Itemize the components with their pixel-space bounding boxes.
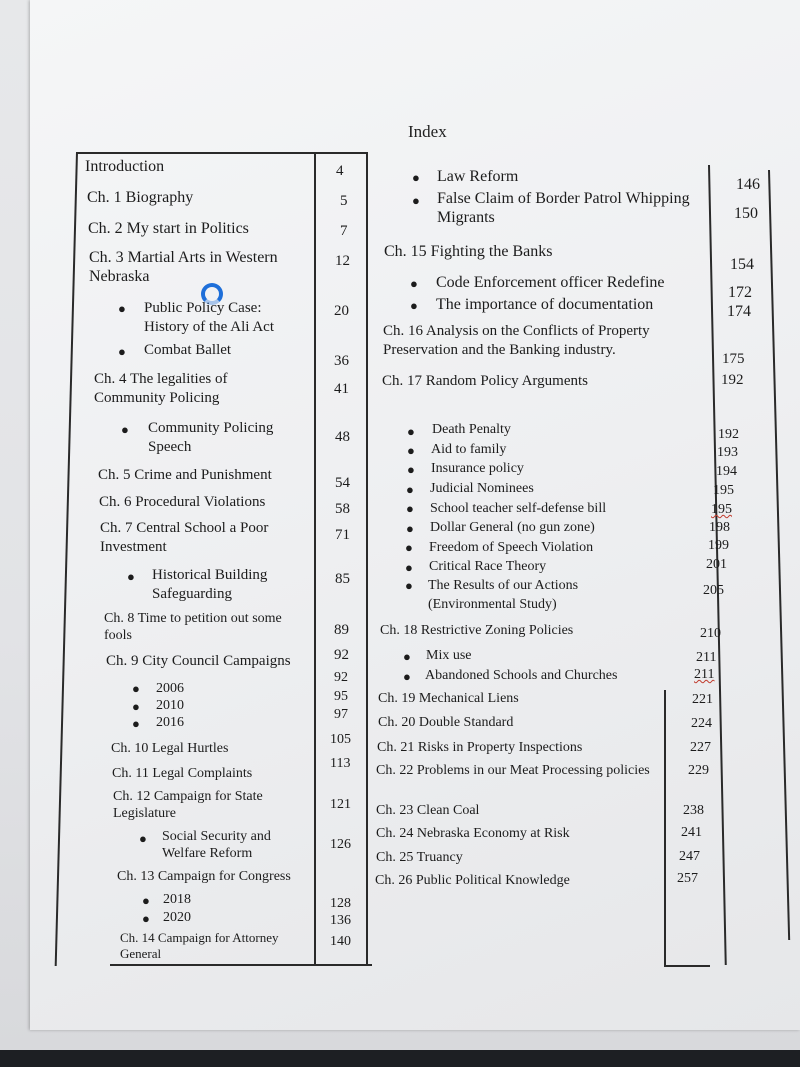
index-entry: Ch. 6 Procedural Violations: [99, 494, 266, 510]
page-number: 95: [334, 689, 348, 704]
index-entry: The Results of our Actions (Environmental Study): [428, 578, 579, 612]
bullet: ●: [405, 578, 413, 593]
index-entry: Ch. 16 Analysis on the Conflicts of Property Preservation and the Banking industry.: [383, 323, 650, 358]
bullet: ●: [118, 344, 126, 359]
page-number: 121: [330, 797, 351, 812]
bullet: ●: [142, 893, 150, 908]
page-number: 211: [694, 667, 715, 682]
bullet: ●: [142, 911, 150, 926]
bullet: ●: [406, 521, 414, 536]
bullet: ●: [127, 569, 135, 584]
index-entry: Ch. 13 Campaign for Congress: [117, 869, 291, 884]
page-number: 175: [722, 351, 745, 367]
page-number: 97: [334, 707, 348, 722]
bullet: ●: [407, 462, 415, 477]
index-entry: Judicial Nominees: [430, 481, 534, 496]
index-entry: Ch. 18 Restrictive Zoning Policies: [380, 623, 574, 638]
page-number: 247: [679, 849, 700, 864]
page-number: 105: [330, 732, 351, 747]
index-entry: Abandoned Schools and Churches: [425, 668, 618, 683]
table-divider-inner: [664, 690, 666, 965]
index-entry: The importance of documentation: [436, 296, 654, 313]
index-entry: 2006: [156, 681, 184, 696]
bullet: ●: [410, 298, 418, 313]
index-entry: Ch. 20 Double Standard: [378, 715, 514, 730]
index-entry: Mix use: [426, 648, 472, 663]
index-entry: Ch. 8 Time to petition out some fools: [104, 611, 282, 643]
page-number: 238: [683, 803, 704, 818]
index-entry: Ch. 25 Truancy: [376, 850, 463, 865]
index-entry: Ch. 11 Legal Complaints: [112, 766, 253, 781]
index-entry: Ch. 14 Campaign for Attorney General: [120, 930, 279, 961]
index-entry: 2016: [156, 715, 184, 730]
table-border-bottom: [110, 964, 372, 966]
page-number: 154: [730, 256, 754, 273]
page-number: 136: [330, 913, 351, 928]
bullet: ●: [132, 716, 140, 731]
index-entry: Ch. 3 Martial Arts in Western Nebraska: [89, 249, 278, 285]
page-number: 92: [334, 647, 349, 663]
table-border-bottom-right: [664, 965, 710, 967]
page-number: 146: [736, 176, 760, 193]
page-number: 54: [335, 475, 350, 491]
bullet: ●: [412, 170, 420, 185]
index-entry: Critical Race Theory: [429, 559, 547, 574]
index-entry: Historical Building Safeguarding: [152, 567, 268, 602]
index-entry: School teacher self-defense bill: [430, 501, 607, 516]
bullet: ●: [407, 424, 415, 439]
page-number: 193: [717, 445, 738, 460]
page-number: 198: [709, 520, 730, 535]
page-number: 192: [718, 427, 739, 442]
index-entry: Law Reform: [437, 168, 519, 185]
index-entry: Ch. 4 The legalities of Community Policing: [94, 371, 228, 406]
table-divider-middle: [366, 153, 368, 966]
page-number: 241: [681, 825, 702, 840]
index-entry: 2020: [163, 910, 191, 925]
page-number: 36: [334, 353, 349, 369]
bullet: ●: [139, 831, 147, 846]
page-number: 172: [728, 284, 752, 301]
page-number: 210: [700, 626, 721, 641]
page-number: 92: [334, 670, 348, 685]
page-number: 227: [690, 740, 711, 755]
loading-cursor-icon: [201, 283, 223, 305]
page-number: 5: [340, 193, 348, 209]
table-divider-left: [314, 153, 316, 966]
page-number: 150: [734, 205, 758, 222]
index-entry: Ch. 21 Risks in Property Inspections: [377, 740, 583, 755]
page-number: 113: [330, 756, 351, 771]
bullet: ●: [410, 276, 418, 291]
page-number: 199: [708, 538, 729, 553]
page-number: 195: [713, 483, 734, 498]
index-entry: Ch. 7 Central School a Poor Investment: [100, 520, 269, 555]
monitor-bezel: [0, 1050, 800, 1067]
page-number: 195: [711, 502, 732, 517]
index-entry: Code Enforcement officer Redefine: [436, 274, 665, 291]
page-number: 221: [692, 692, 713, 707]
page-number: 194: [716, 464, 737, 479]
index-entry: Ch. 5 Crime and Punishment: [98, 467, 272, 483]
index-entry: 2010: [156, 698, 184, 713]
index-entry: Ch. 10 Legal Hurtles: [111, 741, 229, 756]
index-entry: Ch. 23 Clean Coal: [376, 803, 480, 818]
index-entry: Ch. 19 Mechanical Liens: [378, 691, 519, 706]
index-entry: Combat Ballet: [144, 342, 232, 358]
index-entry: False Claim of Border Patrol Whipping Migrants: [437, 190, 690, 226]
index-entry: 2018: [163, 892, 191, 907]
page-number: 257: [677, 871, 698, 886]
bullet: ●: [132, 681, 140, 696]
index-entry: Dollar General (no gun zone): [430, 520, 595, 535]
page-number: 174: [727, 303, 751, 320]
bullet: ●: [403, 669, 411, 684]
page-number: 58: [335, 501, 350, 517]
index-entry: Ch. 26 Public Political Knowledge: [375, 873, 570, 888]
page-number: 128: [330, 896, 351, 911]
bullet: ●: [121, 422, 129, 437]
index-entry: Ch. 15 Fighting the Banks: [384, 243, 553, 260]
index-entry: Insurance policy: [431, 461, 524, 476]
index-entry: Ch. 9 City Council Campaigns: [106, 653, 291, 669]
index-entry: Public Policy Case: History of the Ali Act: [144, 300, 274, 335]
index-title: Index: [408, 122, 447, 141]
bullet: ●: [405, 540, 413, 555]
page-number: 71: [335, 527, 350, 543]
bullet: ●: [118, 301, 126, 316]
index-entry: Introduction: [85, 158, 165, 175]
page-number: 224: [691, 716, 712, 731]
table-border-top-left: [76, 152, 368, 154]
bullet: ●: [405, 560, 413, 575]
page-number: 85: [335, 571, 350, 587]
bullet: ●: [132, 699, 140, 714]
page-number: 205: [703, 583, 724, 598]
index-entry: Ch. 1 Biography: [87, 189, 194, 206]
page-number: 12: [335, 253, 350, 269]
index-entry: Aid to family: [431, 442, 507, 457]
bullet: ●: [403, 649, 411, 664]
index-entry: Community Policing Speech: [148, 420, 274, 455]
page-number: 4: [336, 163, 344, 179]
index-entry: Ch. 12 Campaign for State Legislature: [113, 789, 263, 821]
bullet: ●: [412, 193, 420, 208]
page-number: 192: [721, 372, 744, 388]
index-entry: Freedom of Speech Violation: [429, 540, 594, 555]
page-number: 140: [330, 934, 351, 949]
bullet: ●: [406, 482, 414, 497]
page-number: 48: [335, 429, 350, 445]
index-entry: Social Security and Welfare Reform: [162, 829, 271, 861]
page-number: 201: [706, 557, 727, 572]
page-number: 7: [340, 223, 348, 239]
bullet: ●: [407, 443, 415, 458]
page-number: 229: [688, 763, 709, 778]
page-number: 41: [334, 381, 349, 397]
page-number: 89: [334, 622, 349, 638]
index-entry: Death Penalty: [432, 422, 511, 437]
index-entry: Ch. 17 Random Policy Arguments: [382, 373, 588, 389]
page-number: 126: [330, 837, 351, 852]
index-entry: Ch. 24 Nebraska Economy at Risk: [376, 826, 570, 841]
page-number: 211: [696, 650, 717, 665]
bullet: ●: [406, 501, 414, 516]
index-entry: Ch. 22 Problems in our Meat Processing policies: [376, 763, 650, 778]
page-number: 20: [334, 303, 349, 319]
index-entry: Ch. 2 My start in Politics: [88, 220, 249, 237]
